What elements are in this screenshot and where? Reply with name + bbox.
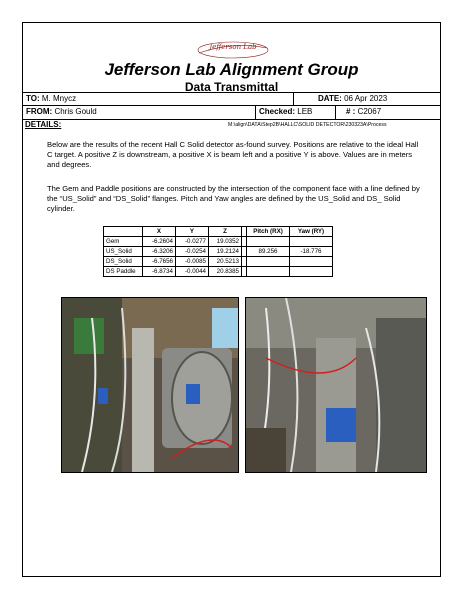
method-paragraph: The Gem and Paddle positions are constructed by the intersection of the component face with a line defined by the “US_Solid” and “DS_Solid” flanges. Pitch and Yaw angles are defined by the US_Solid and DS_ Solid cylinder. [47, 184, 420, 213]
from-field [26, 106, 97, 119]
logo-text: Jefferson Lab [209, 43, 257, 51]
x-value: -6.8734 [143, 267, 176, 277]
to-value: M. Mnycz [41, 94, 77, 103]
date-value: 06 Apr 2023 [344, 94, 388, 103]
checked-value: LEB [297, 107, 313, 116]
number-value: C2067 [357, 107, 382, 116]
results-table [103, 226, 333, 277]
z-value: 19.0352 [209, 237, 242, 247]
yaw-value [290, 237, 333, 247]
survey-photo-right [245, 297, 427, 473]
x-value: -6.2604 [143, 237, 176, 247]
number-field [346, 106, 381, 119]
header-row-to [23, 92, 440, 106]
table-header-cell: Z [209, 227, 242, 237]
transmittal-page [22, 22, 441, 577]
number-label: # : [346, 107, 356, 116]
row-name: DS Paddle [104, 267, 143, 277]
x-value: -6.3206 [143, 247, 176, 257]
header-divider [255, 106, 256, 119]
to-label: TO: [26, 94, 40, 103]
checked-field [259, 106, 312, 119]
table-row [104, 247, 333, 257]
table-row [104, 257, 333, 267]
z-value: 20.8385 [209, 267, 242, 277]
table-row [104, 237, 333, 247]
table-row [104, 267, 333, 277]
row-name: DS_Solid [104, 257, 143, 267]
table-header-cell: Yaw (RY) [290, 227, 333, 237]
table-header-row [104, 227, 333, 237]
y-value: -0.0044 [176, 267, 209, 277]
date-label: DATE: [318, 94, 342, 103]
y-value: -0.0085 [176, 257, 209, 267]
y-value: -0.0277 [176, 237, 209, 247]
survey-photo-left [61, 297, 239, 473]
pitch-value: 89.256 [247, 247, 290, 257]
header-divider [335, 106, 336, 119]
z-value: 19.2124 [209, 247, 242, 257]
pitch-value [247, 257, 290, 267]
z-value: 20.5213 [209, 257, 242, 267]
table-header-cell [104, 227, 143, 237]
yaw-value [290, 257, 333, 267]
table-header-cell: Y [176, 227, 209, 237]
row-name: Gem [104, 237, 143, 247]
header-row-from [23, 105, 440, 120]
pitch-value [247, 267, 290, 277]
x-value: -6.7656 [143, 257, 176, 267]
pitch-value [247, 237, 290, 247]
file-path: M:\align\DATA\Step2B\HALLC\SOLID DETECTOR\230323A\Process [228, 122, 387, 128]
row-name: US_Solid [104, 247, 143, 257]
table-header-cell: X [143, 227, 176, 237]
description-paragraph: Below are the results of the recent Hall C Solid detector as-found survey. Positions are relative to the ideal Hall C target. A positive Z is downstream, a positive X is beam left and a positive Y is above. Values are in meters and degrees. [47, 140, 419, 169]
details-label: DETAILS: [25, 120, 62, 129]
page-title: Jefferson Lab Alignment Group [104, 60, 359, 79]
checked-label: Checked: [259, 107, 296, 116]
table-header-cell: Pitch (RX) [247, 227, 290, 237]
page-subtitle: Data Transmittal [184, 80, 279, 94]
from-label: FROM: [26, 107, 53, 116]
from-value: Chris Gould [54, 107, 97, 116]
jefferson-lab-logo [195, 39, 271, 61]
y-value: -0.0254 [176, 247, 209, 257]
yaw-value [290, 267, 333, 277]
yaw-value: -18.776 [290, 247, 333, 257]
